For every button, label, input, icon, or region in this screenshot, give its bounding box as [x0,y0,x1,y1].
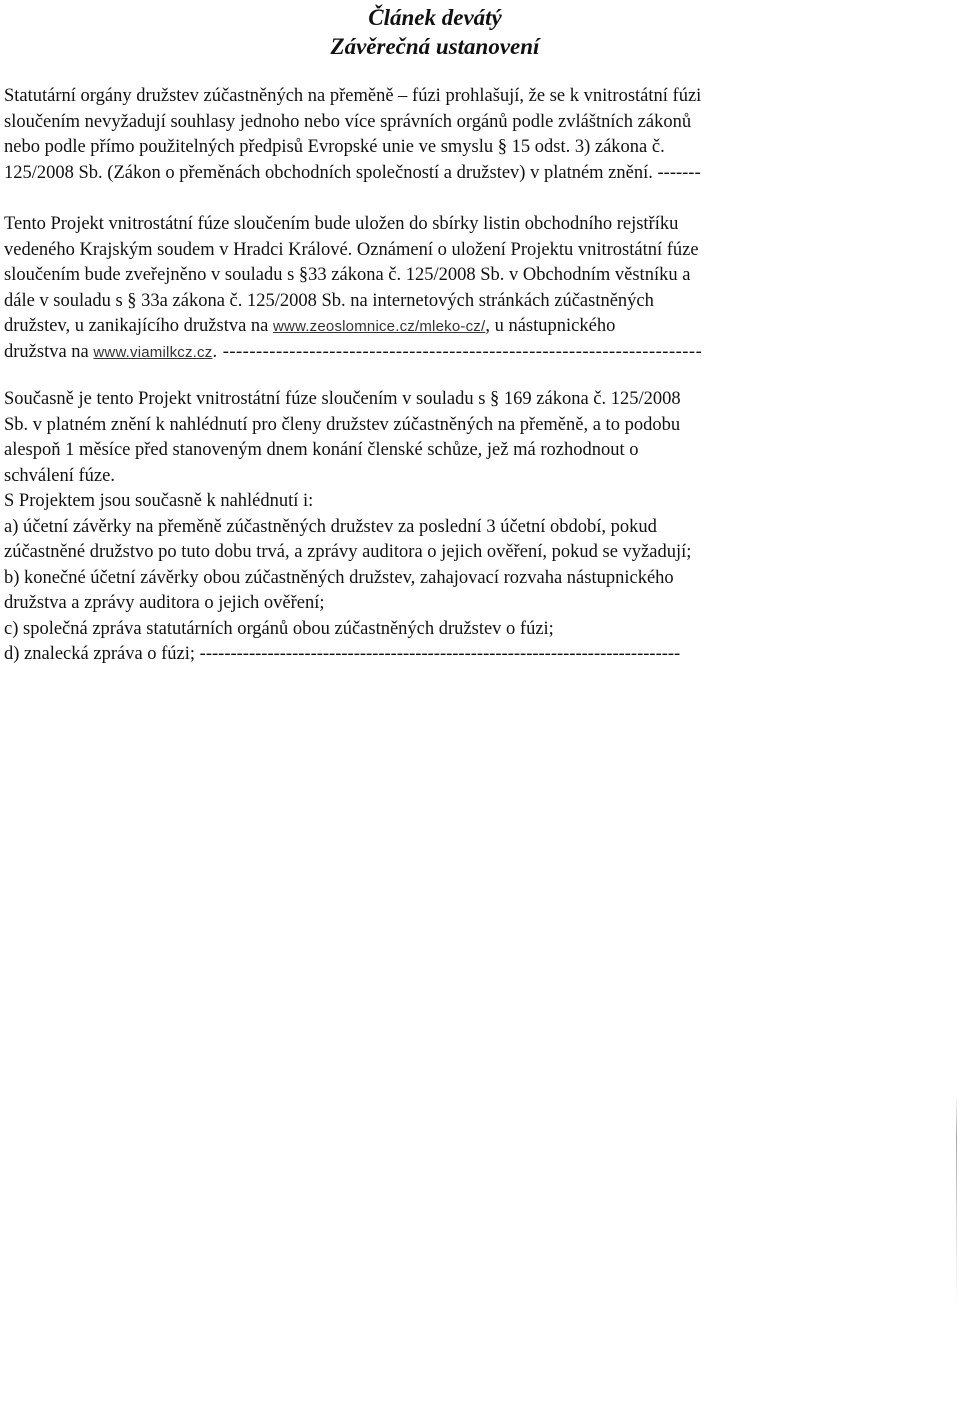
text-line: Současně je tento Projekt vnitrostátní fúze sloučením v souladu s § 169 zákona č. 125/2008 [4,389,681,409]
text-line: zúčastněné družstvo po tuto dobu trvá, a zprávy auditora o jejich ověření, pokud se vyžadují; [4,542,692,562]
text-segment: družstev, u zanikajícího družstva na [4,316,274,336]
link-zeoslomnice[interactable]: www.zeoslomnice.cz/mleko-cz/ [273,318,486,335]
list-item-b: b) konečné účetní závěrky obou zúčastněných družstev, zahajovací rozvaha nástupnického [4,567,674,588]
scan-artifact [956,1095,957,1305]
link-viamilk[interactable]: www.viamilkcz.cz [93,343,213,361]
text-line [4,314,904,340]
text-line: sloučením bude zveřejněno v souladu s §33 zákona č. 125/2008 Sb. v Obchodním věstníku a [4,265,691,285]
text-line: Statutární orgány družstev zúčastněných na přeměně – fúzi prohlašují, že se k vnitrostátní fúzi [4,86,702,106]
text-line [4,340,904,366]
text-line: družstva a zprávy auditora o jejich ověření; [4,593,325,613]
text-line: Tento Projekt vnitrostátní fúze sloučením bude uložen do sbírky listin obchodního rejstříku [4,214,679,234]
text-line: nebo podle přímo použitelných předpisů Evropské unie ve smyslu § 15 odst. 3) zákona č. [4,137,665,157]
text-line: vedeného Krajským soudem v Hradci Králové. Oznámení o uložení Projektu vnitrostátní fúze [4,239,699,260]
text-line: alespoň 1 měsíce před stanoveným dnem konání členské schůze, jež má rozhodnout o [4,440,639,460]
text-segment: . ------------------------------------------------------------------------ [212,341,703,362]
paragraph-inspection [4,387,904,668]
paragraph-project-filing [4,212,904,365]
text-line: Sb. v platném znění k nahlédnutí pro členy družstev zúčastněných na přeměně, a to podobu [4,414,681,435]
text-line: dále v souladu s § 33a zákona č. 125/2008 Sb. na internetových stránkách zúčastněných [4,290,654,311]
text-segment: , u nástupnického [485,316,616,336]
article-title: Článek devátý [368,5,502,30]
text-line: 125/2008 Sb. (Zákon o přeměnách obchodních společností a družstev) v platném znění. ------- [4,162,701,183]
list-item-d: d) znalecká zpráva o fúzi; ------------------------------------------------------------------------------ [4,644,681,664]
list-item-a: a) účetní závěrky na přeměně zúčastněných družstev za poslední 3 účetní období, pokud [4,516,657,537]
text-line: sloučením nevyžadují souhlasy jednoho nebo více správních orgánů podle zvláštních zákonů [4,111,692,132]
text-line: schválení fúze. [4,465,115,486]
text-line: S Projektem jsou současně k nahlédnutí i: [4,491,314,511]
text-segment: družstva na [4,341,94,362]
article-subtitle: Závěrečná ustanovení [330,34,540,59]
list-item-c: c) společná zpráva statutárních orgánů obou zúčastněných družstev o fúzi; [4,618,554,639]
paragraph-statutory-declaration [4,84,904,186]
